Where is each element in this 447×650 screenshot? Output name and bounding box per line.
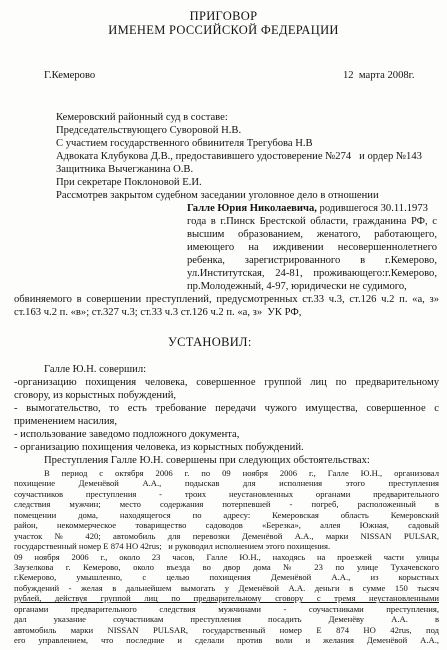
court-line: С участием государственного обвинителя Трегубова Н.В — [56, 138, 313, 149]
narrative-line: В период с октября 2006 г. по 09 ноября 2006 г., Галле Ю.Н., организовал — [44, 468, 439, 478]
defendant-line: пр.Молодежный, 4-97, юридически не судимого, — [187, 281, 407, 292]
defendant-name: Галле Юрия Николаевича, — [187, 203, 317, 214]
court-line: Рассмотрев закрытом судебном заседании уголовное дело в отношении — [56, 190, 379, 201]
crime-item: - вымогательство, то есть требование передачи чужого имущества, совершенное с — [14, 403, 439, 414]
crime-item: - использование заведомо подложного документа, — [14, 429, 240, 440]
document-city: Г.Кемерово — [44, 70, 96, 81]
crime-item: применением насилия, — [14, 416, 118, 427]
court-line: При секретаре Поклоновой Е.И. — [56, 177, 202, 188]
defendant-line: имеющего на иждивении несовершеннолетнего — [187, 242, 437, 253]
narrative-line: побуждений - желая в дальнейшем вымогать у Деменёвой А.А. деньги в сумме 150 тысяч — [14, 582, 439, 593]
court-line: Кемеровский районный суд в составе: — [56, 112, 228, 123]
narrative-line: автомобиль марки NISSAN PULSAR, государственный номер Е 874 НО 42rus, под — [14, 624, 439, 635]
narrative-line: помещении дома, находящегося по адресу: Кемеровская область Кемеровский — [14, 509, 439, 520]
defendant-line: высшим образованием, женатого, работающего, — [187, 229, 437, 240]
court-line: Адвоката Клубукова Д.В., предоставившего удостоверение №274 и ордер №143 — [56, 151, 422, 162]
narrative-line: государственный номер Е 874 НО 42rus; и руководил исполнением этого похищения. — [14, 541, 331, 552]
narrative-line: район, некоммерческое товарищество садоводов «Березка», аллея Южная, садовый — [14, 520, 439, 531]
narrative-line: участок № 420; автомобиль для перевозки Деменёвой А.А., марки NISSAN PULSAR, — [14, 530, 439, 541]
narrative-line: соучастников преступления - троих неустановленных органами предварительного — [14, 488, 439, 499]
narrative-line: следствия мужчин; место содержания потерпевшей - погреб, расположенный в — [14, 499, 439, 510]
narrative-line: 09 ноября 2006 г., около 23 часов, Галле Ю.Н., находясь на проезжей части улицы — [14, 551, 439, 562]
circumstances-intro: Преступления Галле Ю.Н. совершены при следующих обстоятельствах: — [44, 455, 370, 466]
crime-item: - организацию похищения человека, из корыстных побуждений. — [14, 442, 304, 453]
document-title: ПРИГОВОР — [189, 9, 258, 23]
narrative-line: дал указание соучастникам преступления посадить Деменёву А.А. в — [14, 614, 439, 625]
committed-intro: Галле Ю.Н. совершил: — [44, 364, 147, 375]
narrative-line: его управлением, что последние и сделали против воли и желания Деменёвой А.А., — [14, 635, 439, 645]
section-heading: УСТАНОВИЛ: — [168, 335, 252, 349]
defendant-birth: родившегося 30.11.1973 — [316, 203, 428, 214]
crime-item: -организацию похищения человека, совершенное группой лиц по предварительному — [14, 377, 439, 388]
document-date: 12 марта 2008г. — [343, 70, 415, 81]
narrative-line: рублей, действуя группой лиц по предварительному сговору с тремя неустановленными — [14, 593, 439, 604]
document-subtitle: ИМЕНЕМ РОССИЙСКОЙ ФЕДЕРАЦИИ — [108, 23, 339, 37]
charges-line: обвиняемого в совершении преступлений, предусмотренных ст.33 ч.3, ст.126 ч.2 п. «а, з» — [14, 294, 439, 305]
defendant-header — [187, 203, 428, 215]
defendant-line: года в г.Пинск Брестской области, гражданина РФ, с — [187, 216, 437, 227]
defendant-line: ул.Институтская, 24-81, проживающего:г.Кемерово, — [187, 268, 437, 279]
narrative-line: Заузелкова г. Кемерово, около въезда во двор дома № 23 по улице Тухачевского — [14, 561, 439, 572]
charges-line: ст.163 ч.2 п. «в»; ст.327 ч.3; ст.33 ч.3 ст.126 ч.2 п. «а, з» УК РФ, — [14, 307, 302, 318]
narrative-line: похищение Деменёвой А.А., подыскав для исполнения этого преступления — [14, 478, 439, 489]
court-line: Председательствующего Суворовой Н.В. — [56, 125, 242, 136]
court-line: Защитника Вычегжанина О.В. — [56, 164, 194, 175]
crime-item: сговору, из корыстных побуждений, — [14, 390, 177, 401]
narrative-line: органами предварительного следствия мужчинами - соучастниками преступления, — [14, 603, 439, 614]
narrative-line: г.Кемерово, умышленно, с целью похищения Деменёвой А.А., из корыстных — [14, 572, 439, 583]
defendant-line: ребенка, зарегистрированного в г.Кемерово, — [187, 255, 437, 266]
